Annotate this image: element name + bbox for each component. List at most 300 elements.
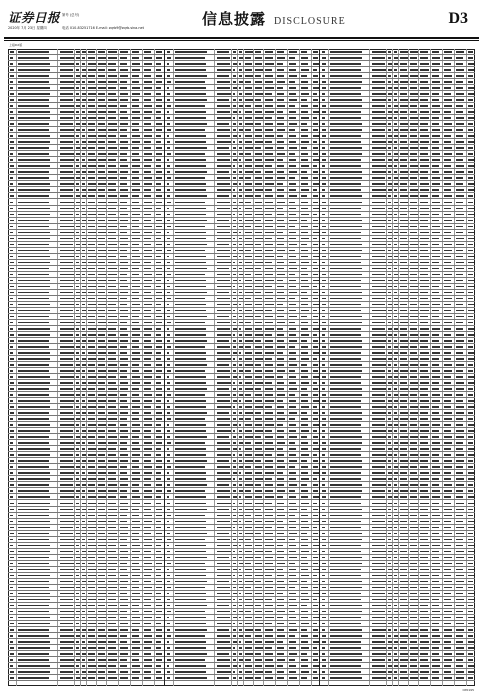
table-cell — [144, 599, 151, 601]
table-cell — [277, 527, 284, 529]
table-cell — [156, 280, 161, 282]
table-cell — [468, 232, 474, 234]
table-cell — [420, 322, 428, 324]
table-cell — [156, 250, 162, 252]
table-cell — [82, 316, 86, 318]
table-cell — [82, 322, 85, 324]
table-cell — [330, 539, 362, 541]
table-cell — [456, 220, 464, 222]
table-cell — [420, 509, 428, 511]
table-cell — [265, 575, 273, 577]
table-cell — [144, 189, 151, 191]
table-cell — [88, 448, 96, 450]
table-cell — [388, 292, 391, 294]
table-cell — [289, 171, 297, 173]
table-cell — [322, 376, 326, 378]
table-cell — [468, 81, 473, 83]
table-cell — [18, 316, 49, 318]
table-cell — [432, 575, 439, 577]
table-cell — [217, 292, 230, 294]
table-cell — [277, 436, 285, 438]
table-cell — [239, 117, 242, 119]
issue-number: 第号 (总号) — [62, 13, 80, 17]
table-cell — [239, 376, 242, 378]
table-cell — [265, 352, 274, 354]
table-cell — [10, 189, 14, 191]
table-cell — [301, 394, 308, 396]
table-cell — [132, 123, 139, 125]
table-cell — [289, 123, 297, 125]
table-cell — [265, 63, 274, 65]
table-cell — [132, 352, 140, 354]
table-cell — [88, 490, 95, 492]
table-cell — [76, 111, 79, 113]
table-cell — [420, 382, 429, 384]
table-cell — [98, 376, 106, 378]
table-cell — [18, 310, 50, 312]
table-cell — [239, 322, 243, 324]
table-cell — [217, 159, 231, 161]
table-cell — [144, 629, 151, 631]
table-cell — [432, 515, 440, 517]
table-cell — [289, 629, 297, 631]
table-cell — [88, 129, 95, 131]
table-cell — [265, 202, 274, 204]
table-cell — [233, 298, 237, 300]
table-cell — [388, 111, 392, 113]
table-cell — [456, 563, 463, 565]
table-cell — [330, 629, 362, 631]
table-cell — [420, 208, 429, 210]
table-cell — [98, 635, 106, 637]
table-cell — [394, 81, 398, 83]
table-cell — [98, 244, 105, 246]
table-cell — [144, 653, 151, 655]
table-cell — [372, 286, 386, 288]
table-cell — [313, 316, 318, 318]
table-cell — [10, 406, 14, 408]
table-cell — [432, 527, 439, 529]
table-cell — [18, 635, 49, 637]
table-cell — [175, 587, 206, 589]
table-cell — [301, 189, 309, 191]
table-cell — [420, 334, 429, 336]
disclosure-listing-table — [8, 49, 475, 686]
table-cell — [98, 63, 106, 65]
table-cell — [420, 159, 429, 161]
table-cell — [88, 394, 95, 396]
table-cell — [245, 328, 252, 330]
table-cell — [400, 527, 407, 529]
table-cell — [217, 304, 231, 306]
table-cell — [265, 659, 274, 661]
table-cell — [322, 183, 326, 185]
table-cell — [330, 496, 361, 498]
table-cell — [167, 189, 170, 191]
table-cell — [98, 412, 105, 414]
table-cell — [432, 123, 439, 125]
table-cell — [132, 448, 140, 450]
table-cell — [18, 593, 50, 595]
table-cell — [60, 611, 74, 613]
table-cell — [400, 63, 407, 65]
table-cell — [18, 274, 49, 276]
table-cell — [313, 563, 319, 565]
table-cell — [82, 135, 85, 137]
table-cell — [108, 250, 117, 252]
table-cell — [301, 177, 308, 179]
table-cell — [277, 123, 285, 125]
table-cell — [265, 545, 274, 547]
table-cell — [289, 569, 296, 571]
table-cell — [88, 454, 96, 456]
table-cell — [175, 177, 206, 179]
table-cell — [313, 659, 319, 661]
table-cell — [98, 641, 106, 643]
table-cell — [420, 569, 429, 571]
table-cell — [313, 442, 319, 444]
table-cell — [432, 310, 439, 312]
table-cell — [322, 244, 325, 246]
table-cell — [330, 159, 361, 161]
table-cell — [265, 322, 274, 324]
table-cell — [239, 460, 243, 462]
table-cell — [245, 671, 253, 673]
table-cell — [432, 346, 440, 348]
table-cell — [372, 117, 386, 119]
table-cell — [76, 292, 80, 294]
table-cell — [88, 623, 96, 625]
table-cell — [420, 442, 428, 444]
table-cell — [394, 63, 398, 65]
table-cell — [456, 135, 463, 137]
table-cell — [60, 117, 73, 119]
table-cell — [456, 533, 464, 535]
table-cell — [277, 280, 284, 282]
table-cell — [322, 430, 325, 432]
table-cell — [239, 244, 243, 246]
table-cell — [88, 93, 96, 95]
table-cell — [410, 256, 417, 258]
table-cell — [245, 472, 252, 474]
table-cell — [10, 545, 13, 547]
table-cell — [98, 292, 105, 294]
table-cell — [239, 641, 242, 643]
table-cell — [372, 177, 385, 179]
table-cell — [82, 629, 86, 631]
table-cell — [410, 653, 418, 655]
table-cell — [60, 563, 74, 565]
table-cell — [444, 587, 452, 589]
table-cell — [394, 400, 398, 402]
table-cell — [175, 515, 206, 517]
table-cell — [468, 418, 473, 420]
table-cell — [245, 111, 252, 113]
table-cell — [60, 57, 74, 59]
table-cell — [108, 135, 116, 137]
table-cell — [233, 304, 237, 306]
table-cell — [313, 226, 319, 228]
table-cell — [388, 424, 392, 426]
table-cell — [175, 165, 207, 167]
table-cell — [255, 340, 262, 342]
table-cell — [217, 189, 231, 191]
table-cell — [120, 587, 127, 589]
table-cell — [456, 557, 464, 559]
table-cell — [175, 551, 207, 553]
table-cell — [144, 484, 151, 486]
table-cell — [60, 653, 73, 655]
table-cell — [167, 57, 171, 59]
table-cell — [88, 412, 95, 414]
table-cell — [255, 346, 262, 348]
table-cell — [108, 605, 117, 607]
table-cell — [400, 503, 407, 505]
table-cell — [394, 364, 397, 366]
table-cell — [468, 478, 474, 480]
table-cell — [175, 141, 207, 143]
table-cell — [313, 400, 319, 402]
table-cell — [313, 617, 319, 619]
table-cell — [18, 286, 50, 288]
table-cell — [444, 99, 452, 101]
table-cell — [432, 69, 439, 71]
table-cell — [167, 105, 171, 107]
table-cell — [175, 617, 206, 619]
table-cell — [98, 310, 105, 312]
table-cell — [420, 316, 428, 318]
table-cell — [255, 478, 263, 480]
table-cell — [144, 262, 151, 264]
table-cell — [217, 490, 230, 492]
table-cell — [313, 250, 319, 252]
table-cell — [98, 623, 105, 625]
table-cell — [388, 328, 392, 330]
table-cell — [301, 286, 309, 288]
table-cell — [144, 346, 152, 348]
table-cell — [444, 424, 451, 426]
table-cell — [217, 63, 231, 65]
table-cell — [289, 358, 297, 360]
table-cell — [456, 551, 464, 553]
table-cell — [289, 563, 296, 565]
table-cell — [372, 575, 386, 577]
table-cell — [372, 214, 386, 216]
table-cell — [18, 430, 50, 432]
table-cell — [98, 454, 105, 456]
table-cell — [330, 515, 362, 517]
table-cell — [277, 316, 285, 318]
table-cell — [167, 51, 171, 53]
table-cell — [245, 310, 253, 312]
table-cell — [289, 551, 297, 553]
table-cell — [82, 563, 85, 565]
table-cell — [98, 611, 106, 613]
table-cell — [98, 460, 105, 462]
table-cell — [175, 466, 206, 468]
table-cell — [98, 400, 106, 402]
table-cell — [468, 364, 473, 366]
table-cell — [410, 509, 418, 511]
table-cell — [255, 623, 263, 625]
table-cell — [10, 370, 13, 372]
table-cell — [175, 581, 207, 583]
table-cell — [255, 617, 263, 619]
table-cell — [388, 220, 391, 222]
table-cell — [301, 545, 309, 547]
table-cell — [156, 478, 161, 480]
table-cell — [18, 484, 49, 486]
table-cell — [394, 75, 397, 77]
table-cell — [330, 214, 361, 216]
table-cell — [313, 418, 319, 420]
table-cell — [76, 635, 80, 637]
table-cell — [468, 575, 474, 577]
table-cell — [456, 623, 464, 625]
table-cell — [400, 593, 407, 595]
table-cell — [156, 57, 162, 59]
table-cell — [233, 557, 236, 559]
table-cell — [120, 394, 127, 396]
table-cell — [410, 364, 418, 366]
table-cell — [82, 406, 86, 408]
table-cell — [233, 328, 237, 330]
table-cell — [132, 117, 140, 119]
table-cell — [410, 551, 418, 553]
table-cell — [120, 87, 127, 89]
table-cell — [82, 189, 86, 191]
table-cell — [88, 599, 96, 601]
table-cell — [432, 647, 439, 649]
table-cell — [239, 665, 242, 667]
table-cell — [432, 232, 440, 234]
table-cell — [233, 141, 236, 143]
table-cell — [144, 340, 151, 342]
table-cell — [120, 509, 128, 511]
table-cell — [120, 557, 128, 559]
table-cell — [76, 412, 80, 414]
table-cell — [301, 406, 309, 408]
table-cell — [82, 533, 86, 535]
table-cell — [372, 521, 385, 523]
table-cell — [120, 244, 128, 246]
table-cell — [10, 214, 14, 216]
table-cell — [82, 466, 85, 468]
table-cell — [10, 177, 13, 179]
table-cell — [82, 575, 86, 577]
table-cell — [98, 370, 106, 372]
table-cell — [120, 310, 128, 312]
table-cell — [60, 587, 74, 589]
table-cell — [132, 322, 139, 324]
table-cell — [98, 177, 106, 179]
table-cell — [313, 557, 318, 559]
table-cell — [456, 171, 464, 173]
table-cell — [468, 551, 474, 553]
table-cell — [468, 472, 474, 474]
table-cell — [132, 57, 139, 59]
table-cell — [156, 93, 161, 95]
table-cell — [277, 412, 285, 414]
table-cell — [10, 171, 14, 173]
table-cell — [456, 364, 464, 366]
table-cell — [456, 274, 463, 276]
table-cell — [265, 171, 273, 173]
table-cell — [388, 599, 392, 601]
table-cell — [301, 268, 308, 270]
table-cell — [18, 575, 50, 577]
table-cell — [88, 400, 96, 402]
table-cell — [233, 51, 236, 53]
table-cell — [175, 472, 206, 474]
table-cell — [175, 135, 206, 137]
table-cell — [239, 304, 242, 306]
table-cell — [239, 478, 242, 480]
table-cell — [239, 232, 242, 234]
table-cell — [18, 232, 50, 234]
table-cell — [313, 117, 318, 119]
table-cell — [88, 539, 95, 541]
table-cell — [132, 135, 140, 137]
table-cell — [18, 244, 49, 246]
table-cell — [330, 81, 362, 83]
table-cell — [456, 202, 463, 204]
table-cell — [233, 659, 237, 661]
table-cell — [313, 244, 318, 246]
table-cell — [245, 496, 252, 498]
table-cell — [98, 286, 105, 288]
table-cell — [301, 629, 308, 631]
table-cell — [410, 141, 418, 143]
table-cell — [217, 370, 230, 372]
table-cell — [456, 406, 464, 408]
table-cell — [388, 677, 391, 679]
table-cell — [10, 208, 13, 210]
table-cell — [108, 484, 117, 486]
table-cell — [301, 647, 309, 649]
table-cell — [132, 63, 140, 65]
table-cell — [60, 286, 73, 288]
table-cell — [456, 214, 464, 216]
table-cell — [420, 496, 429, 498]
table-cell — [277, 63, 284, 65]
table-cell — [313, 448, 319, 450]
table-cell — [322, 496, 326, 498]
table-cell — [175, 189, 207, 191]
table-cell — [444, 177, 452, 179]
table-cell — [120, 334, 128, 336]
table-cell — [432, 214, 439, 216]
table-cell — [394, 316, 397, 318]
table-cell — [98, 93, 105, 95]
table-cell — [372, 400, 385, 402]
table-cell — [313, 472, 319, 474]
table-cell — [18, 129, 49, 131]
table-cell — [265, 448, 274, 450]
table-cell — [10, 659, 13, 661]
table-cell — [156, 599, 161, 601]
table-cell — [420, 545, 429, 547]
table-cell — [175, 478, 207, 480]
table-cell — [245, 394, 252, 396]
table-cell — [432, 280, 440, 282]
table-cell — [322, 189, 325, 191]
table-cell — [60, 177, 74, 179]
table-cell — [82, 262, 86, 264]
table-cell — [330, 364, 362, 366]
table-cell — [301, 436, 308, 438]
table-cell — [10, 448, 13, 450]
